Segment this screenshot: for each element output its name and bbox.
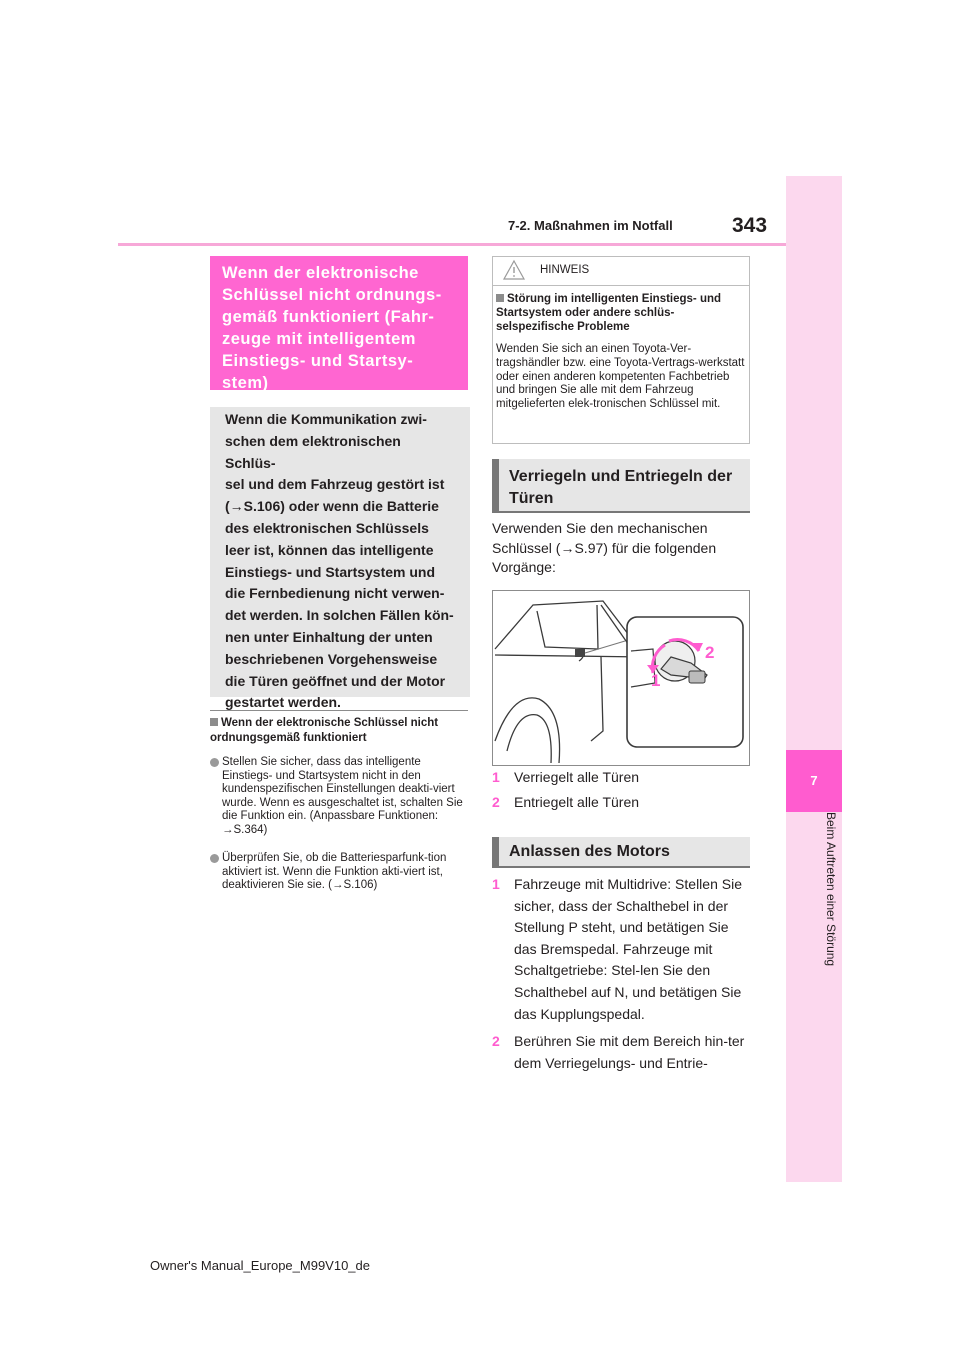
- section-heading-doors: Verriegeln und Entriegeln der Türen: [492, 459, 750, 511]
- bullet-text: Stellen Sie sicher, dass das intelligente Einstiegs- und Startsystem nicht in den kundenspezifischen Einstellungen deakti-viert wurde. Wenn es ausgeschaltet ist, schalten Sie die Funktion ein. (Anpassbare Funktionen: →S.364): [222, 756, 463, 836]
- chapter-side-tab: [786, 176, 842, 1182]
- intro-line: des elektronischen Schlüssels: [225, 519, 429, 536]
- notice-subheading: [496, 292, 746, 334]
- warning-icon: [502, 259, 526, 281]
- bullet-item: [210, 852, 472, 893]
- intro-line: Einstiegs- und Startsystem und: [225, 563, 436, 580]
- step-text: Berühren Sie mit dem Bereich hin-ter dem Verriegelungs- und Entrie-: [514, 1033, 745, 1071]
- step-number: 1: [492, 876, 500, 892]
- topic-title-line: Wenn der elektronische: [222, 264, 419, 282]
- intro-box: [210, 407, 470, 711]
- topic-title-line: gemäß funktioniert (Fahr-: [222, 308, 435, 326]
- header-divider: [118, 243, 786, 246]
- step-text: Entriegelt alle Türen: [514, 794, 640, 810]
- notice-title: HINWEIS: [540, 264, 590, 276]
- car-door-key-icon: [493, 591, 749, 765]
- key-lock-illustration: [492, 590, 750, 766]
- step-text: Verriegelt alle Türen: [514, 769, 640, 785]
- section-heading-engine: Anlassen des Motors: [492, 837, 750, 867]
- intro-line: gestartet werden.: [225, 694, 341, 711]
- step-number: 2: [492, 794, 500, 810]
- intro-line: Wenn die Kommunikation zwi-: [225, 411, 427, 427]
- step-item: [492, 874, 752, 1025]
- intro-line: nen unter Einhaltung der unten: [225, 628, 433, 645]
- intro-line: beschriebenen Vorgehensweise: [225, 650, 438, 667]
- subheading-text: Wenn der elektronische Schlüssel nicht ordnungsgemäß funktioniert: [210, 717, 439, 744]
- notice-subheading-text: Störung im intelligenten Einstiegs- und Startsystem oder andere schlüs-selspezifische Probleme: [496, 293, 722, 333]
- intro-line: die Türen geöffnet und der Motor: [225, 672, 446, 689]
- topic-title-line: zeuge mit intelligentem: [222, 330, 416, 348]
- intro-line: die Fernbedienung nicht verwen-: [225, 585, 445, 602]
- step-item: [492, 792, 752, 814]
- footer-doc-id: Owner's Manual_Europe_M99V10_de: [149, 1258, 370, 1273]
- notice-text: Wenden Sie sich an einen Toyota-Ver-tragshändler bzw. eine Toyota-Vertrags-werkstatt oder einen anderen kompetenten Fachbetrieb und bringen Sie alle mit dem Fahrzeug mitgelieferten elek-tronischen Schlüssel mit.: [496, 343, 745, 411]
- subheading: [210, 716, 472, 746]
- section-heading-rule: [492, 866, 750, 868]
- intro-line: (→S.106) oder wenn die Batterie: [225, 498, 439, 515]
- bullet-item: [210, 756, 472, 838]
- section-intro: Verwenden Sie den mechanischen Schlüssel (→S.97) für die folgenden Vorgänge:: [492, 520, 717, 575]
- topic-title-line: stem): [222, 374, 269, 392]
- topic-title-line: Schlüssel nicht ordnungs-: [222, 286, 442, 304]
- intro-line: det werden. In solchen Fällen kön-: [225, 607, 454, 624]
- chapter-title: Beim Auftreten einer Störung: [824, 812, 838, 967]
- intro-line: sel und dem Fahrzeug gestört ist: [225, 476, 445, 493]
- step-number: 2: [492, 1033, 500, 1049]
- notice-header: [492, 256, 750, 286]
- intro-line: schen dem elektronischen Schlüs-: [225, 432, 401, 471]
- figure-label-2: 2: [705, 643, 715, 662]
- intro-line: leer ist, können das intelligente: [225, 541, 434, 558]
- bullet-dot-icon: [210, 854, 219, 863]
- divider: [210, 710, 468, 711]
- step-number: 1: [492, 769, 500, 785]
- square-bullet-icon: [496, 294, 504, 302]
- topic-title-line: Einstiegs- und Startsy-: [222, 352, 414, 370]
- chapter-number-tab[interactable]: 7: [786, 750, 842, 812]
- step-text: Fahrzeuge mit Multidrive: Stellen Sie sicher, dass der Schalthebel in der Stellung P steht, und betätigen Sie das Bremspedal. Fahrzeuge mit Schaltgetriebe: Stel-len Sie den Schalthebel auf N, und betätigen Sie das Kupplungspedal.: [514, 876, 742, 1022]
- page-number: 343: [732, 214, 768, 237]
- section-header: 7-2. Maßnahmen im Notfall: [508, 218, 673, 233]
- figure-label-1: 1: [651, 671, 661, 690]
- step-item: [492, 1031, 752, 1074]
- square-bullet-icon: [210, 718, 218, 726]
- section-heading-rule: [492, 511, 750, 513]
- bullet-dot-icon: [210, 758, 219, 767]
- topic-title-box: [210, 256, 468, 390]
- step-item: [492, 767, 752, 789]
- bullet-text: Überprüfen Sie, ob die Batteriesparfunk-tion aktiviert ist. Wenn die Funktion akti-viert ist, deaktivieren Sie sie. (→S.106): [222, 852, 447, 892]
